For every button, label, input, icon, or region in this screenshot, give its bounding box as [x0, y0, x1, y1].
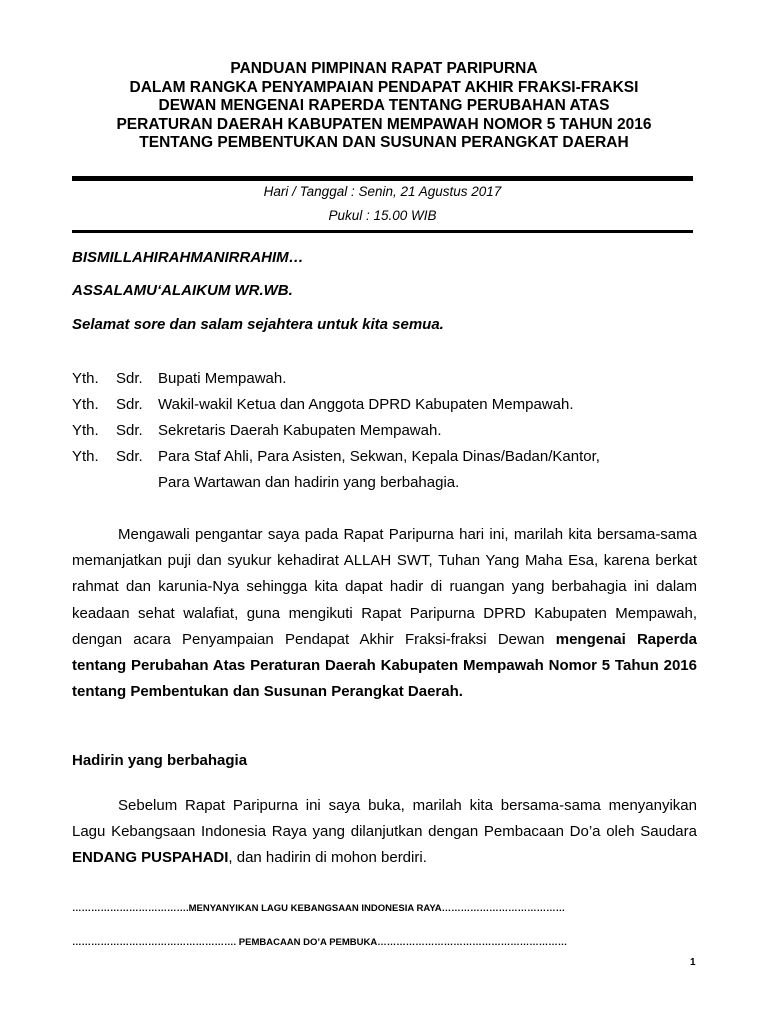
yth-label: Yth. [72, 370, 99, 387]
agenda-anthem: ……………………………….MENYANYIKAN LAGU KEBANGSAAN INDONESIA RAYA………………………………… [72, 903, 566, 914]
paragraph-text: Mengawali pengantar saya pada Rapat Paripurna hari ini, marilah kita bersama-sama memanjatkan puji dan syukur kehadirat ALLAH SWT, Tuhan Yang Maha Esa, karena berkat rahmat dan karunia-Nya sehingga kita dapat hadir di ruangan yang berbahagia ini dalam keadaan sehat walafiat, guna mengikuti Rapat Paripurna DPRD Kabupaten Mempawah, dengan acara Penyampaian Pendapat Akhir Fraksi-fraksi Dewan [72, 526, 697, 648]
page-number: 1 [690, 957, 696, 968]
meeting-date: Hari / Tanggal : Senin, 21 Agustus 2017 [263, 184, 502, 199]
addressee-text: Sekretaris Daerah Kabupaten Mempawah. [158, 422, 442, 439]
header-rule-bottom [72, 230, 693, 233]
paragraph-bold-text: mengenai Raperda tentang Perubahan Atas Peraturan Daerah Kabupaten Mempawah Nomor 5 Tahun 2016 tentang Pembentukan dan Susunan Perangkat Daerah. [72, 630, 697, 701]
addressee-continuation: Para Wartawan dan hadirin yang berbahagia. [158, 474, 460, 491]
paragraph-text: , dan hadirin di mohon berdiri. [228, 849, 427, 867]
sdr-label: Sdr. [116, 448, 143, 465]
meeting-time: Pukul : 15.00 WIB [328, 208, 437, 223]
agenda-prayer: ……………………………………………. PEMBACAAN DO’A PEMBUKA…………………………………………………… [72, 937, 568, 948]
document-title [40, 60, 728, 153]
bismillah: BISMILLAHIRAHMANIRRAHIM… [72, 249, 304, 266]
reader-name: ENDANG PUSPAHADI [72, 849, 229, 867]
yth-label: Yth. [72, 422, 99, 439]
title-line: PERATURAN DAERAH KABUPATEN MEMPAWAH NOMOR 5 TAHUN 2016 [116, 115, 652, 133]
greeting: Selamat sore dan salam sejahtera untuk kita semua. [72, 316, 444, 333]
addressee-row [72, 422, 702, 439]
sdr-label: Sdr. [116, 370, 143, 387]
title-line: PANDUAN PIMPINAN RAPAT PARIPURNA [230, 60, 538, 77]
paragraph-anthem [72, 793, 697, 872]
addressee-text: Wakil-wakil Ketua dan Anggota DPRD Kabupaten Mempawah. [158, 396, 574, 413]
addressee-text: Para Staf Ahli, Para Asisten, Sekwan, Kepala Dinas/Badan/Kantor, [158, 448, 600, 465]
paragraph-text: Sebelum Rapat Paripurna ini saya buka, marilah kita bersama-sama menyanyikan Lagu Kebangsaan Indonesia Raya yang dilanjutkan dengan Pembacaan Do’a oleh Saudara [72, 797, 697, 841]
yth-label: Yth. [72, 396, 99, 413]
addressee-row [72, 448, 702, 465]
addressee-text: Bupati Mempawah. [158, 370, 287, 387]
section-heading: Hadirin yang berbahagia [72, 752, 248, 769]
sdr-label: Sdr. [116, 422, 143, 439]
paragraph-opening [72, 522, 697, 705]
title-line: DEWAN MENGENAI RAPERDA TENTANG PERUBAHAN ATAS [158, 97, 610, 114]
addressee-row [72, 396, 702, 413]
salam: ASSALAMU‘ALAIKUM WR.WB. [72, 282, 293, 299]
title-line: TENTANG PEMBENTUKAN DAN SUSUNAN PERANGKAT DAERAH [139, 134, 629, 151]
yth-label: Yth. [72, 448, 99, 465]
addressee-row [72, 370, 702, 387]
sdr-label: Sdr. [116, 396, 143, 413]
title-line: DALAM RANGKA PENYAMPAIAN PENDAPAT AKHIR FRAKSI-FRAKSI [129, 78, 639, 96]
header-rule-top [72, 176, 693, 181]
